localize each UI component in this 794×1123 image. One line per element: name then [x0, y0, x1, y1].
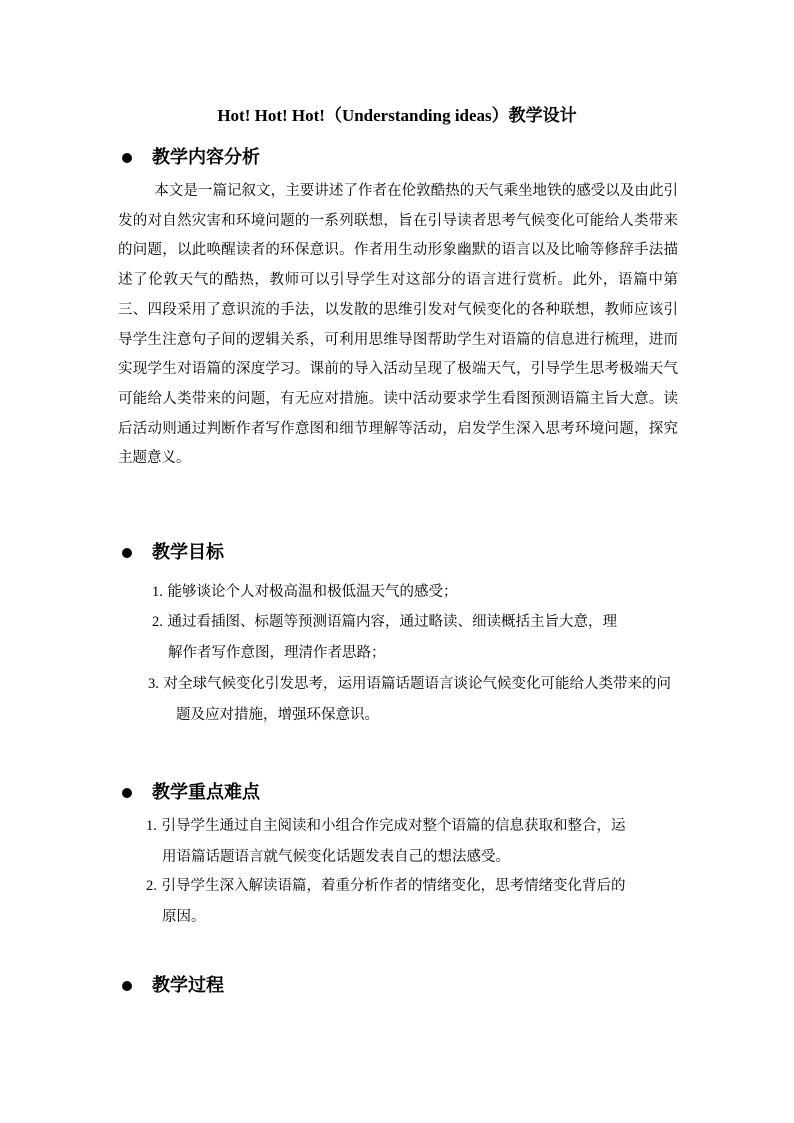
- bullet-icon: [122, 788, 132, 798]
- bullet-icon: [122, 153, 132, 163]
- key-point-item-1: [146, 811, 686, 872]
- list-number: 2.: [152, 614, 163, 630]
- list-text: 引导学生深入解读语篇，着重分析作者的情绪变化，思考情绪变化背后的: [161, 878, 626, 894]
- list-text: 对全球气候变化引发思考，运用语篇话题语言谈论气候变化可能给人类带来的问: [163, 676, 671, 692]
- objective-item-2: [152, 607, 682, 668]
- list-number: 2.: [146, 878, 157, 894]
- list-text: 通过看插图、标题等预测语篇内容，通过略读、细读概括主旨大意，理: [167, 614, 617, 630]
- section-heading-content-analysis: [120, 146, 260, 170]
- list-text-continued: 原因。: [162, 908, 206, 925]
- list-text-continued: 解作者写作意图，理清作者思路；: [168, 644, 386, 661]
- bullet-icon: [122, 548, 132, 558]
- section-heading-text: 教学重点难点: [152, 782, 260, 803]
- list-number: 1.: [146, 818, 157, 834]
- key-point-item-2: [146, 871, 686, 932]
- section-heading-text: 教学目标: [152, 542, 224, 563]
- list-text: 能够谈论个人对极高温和极低温天气的感受；: [167, 584, 458, 600]
- list-text: 引导学生通过自主阅读和小组合作完成对整个语篇的信息获取和整合，运: [161, 818, 626, 834]
- section-heading-objectives: [120, 541, 224, 565]
- section-heading-text: 教学过程: [152, 975, 224, 996]
- list-number: 1.: [152, 584, 163, 600]
- bullet-icon: [122, 981, 132, 991]
- section-heading-process: [120, 974, 224, 998]
- objective-item-3: [148, 669, 738, 730]
- document-title: Hot! Hot! Hot!（Understanding ideas）教学设计: [217, 106, 577, 125]
- content-analysis-paragraph: 本文是一篇记叙文，主要讲述了作者在伦敦酷热的天气乘坐地铁的感受以及由此引发的对自然灾害和环境问题的一系列联想，旨在引导读者思考气候变化可能给人类带来的问题，以此唤醒读者的环保意识。作者用生动形象幽默的语言以及比喻等修辞手法描述了伦敦天气的酷热，教师可以引导学生对这部分的语言进行赏析。此外，语篇中第三、四段采用了意识流的手法，以发散的思维引发对气候变化的各种联想，教师应该引导学生注意句子间的逻辑关系，可利用思维导图帮助学生对语篇的信息进行梳理，进而实现学生对语篇的深度学习。课前的导入活动呈现了极端天气，引导学生思考极端天气可能给人类带来的问题，有无应对措施。读中活动要求学生看图预测语篇主旨大意。读后活动则通过判断作者写作意图和细节理解等活动，启发学生深入思考环境问题，探究主题意义。: [118, 183, 678, 467]
- objective-item-1: [152, 577, 692, 608]
- list-text-continued: 题及应对措施，增强环保意识。: [176, 706, 379, 723]
- section-heading-key-points: [120, 781, 260, 805]
- list-number: 3.: [148, 676, 159, 692]
- section-heading-text: 教学内容分析: [152, 147, 260, 168]
- list-text-continued: 用语篇话题语言就气候变化话题发表自己的想法感受。: [162, 848, 510, 865]
